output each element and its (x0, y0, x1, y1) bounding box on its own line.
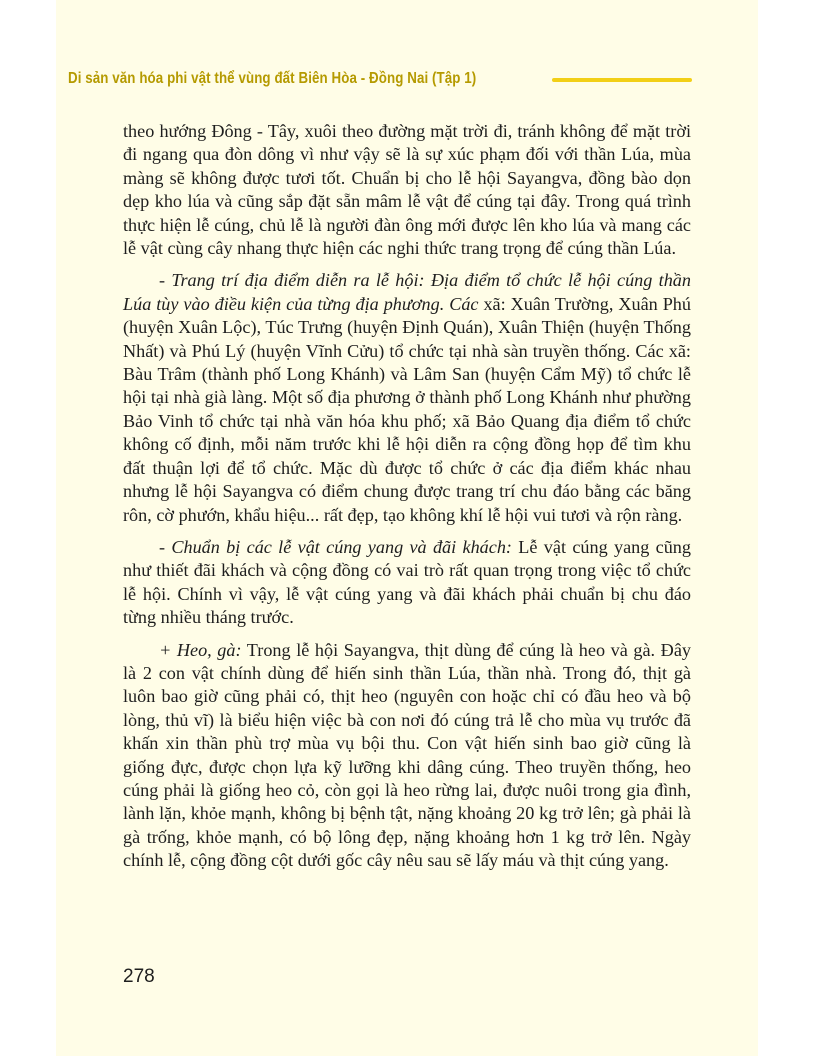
paragraph-1-text: theo hướng Đông - Tây, xuôi theo đường mặt trời đi, tránh không để mặt trời đi ngang qua đòn dông vì như vậy sẽ là sự xúc phạm đối với thần Lúa, mùa màng sẽ không được tươi tốt. Chuẩn bị cho lễ hội Sayangva, đồng bào dọn dẹp kho lúa và cũng sắp đặt sẵn mâm lễ vật để cúng tại đây. Trong quá trình thực hiện lễ cúng, chủ lễ là người đàn ông mới được lên kho lúa và mang các lễ vật cùng cây nhang thực hiện các nghi thức trang trọng để cúng thần Lúa. (123, 121, 691, 259)
paragraph-1 (123, 120, 691, 260)
body-text (123, 120, 691, 882)
paragraph-4 (123, 639, 691, 873)
paragraph-4-text: Trong lễ hội Sayangva, thịt dùng để cúng là heo và gà. Đây là 2 con vật chính dùng để hiến sinh thần Lúa, thần nhà. Trong đó, thịt gà luôn bao giờ cũng phải có, thịt heo (nguyên con hoặc chỉ có đầu heo và bộ lòng, thủ vĩ) là biểu hiện việc bà con nơi đó cúng trả lễ cho mùa vụ trước đã khấn xin thần phù trợ mùa vụ bội thu. Con vật hiến sinh bao giờ cũng là giống đực, được chọn lựa kỹ lưỡng khi dâng cúng. Theo truyền thống, heo cúng phải là giống heo cỏ, còn gọi là heo rừng lai, được nuôi trong gia đình, lành lặn, khỏe mạnh, không bị bệnh tật, nặng khoảng 20 kg trở lên; gà phải là gà trống, khỏe mạnh, có bộ lông đẹp, nặng khoảng hơn 1 kg trở lên. Ngày chính lễ, cộng đồng cột dưới gốc cây nêu sau sẽ lấy máu và thịt cúng yang. (123, 639, 691, 871)
paragraph-3 (123, 536, 691, 630)
page-number: 278 (123, 966, 155, 987)
header-rule (552, 78, 692, 82)
paragraph-3-text: Lễ vật cúng yang cũng như thiết đãi khách và cộng đồng có vai trò rất quan trọng trong việc tổ chức lễ hội. Chính vì vậy, lễ vật cúng yang và đãi khách phải chuẩn bị chu đáo từng nhiều tháng trước. (123, 536, 691, 628)
running-header (68, 66, 724, 92)
paragraph-2-lead: - Trang trí địa điểm diễn ra lễ hội: Địa điểm tổ chức lễ hội cúng thần Lúa tùy vào điều kiện của từng địa phương. Các (123, 270, 691, 314)
paragraph-2 (123, 269, 691, 526)
paragraph-2-text: xã: Xuân Trường, Xuân Phú (huyện Xuân Lộc), Túc Trưng (huyện Định Quán), Xuân Thiện (huyện Thống Nhất) và Phú Lý (huyện Vĩnh Cửu) tổ chức tại nhà sàn truyền thống. Các xã: Bàu Trâm (thành phố Long Khánh) và Lâm San (huyện Cẩm Mỹ) tổ chức lễ hội tại nhà già làng. Một số địa phương ở thành phố Long Khánh như phường Bảo Vinh tổ chức tại nhà văn hóa khu phố; xã Bảo Quang địa điểm tổ chức không cố định, mỗi năm trước khi lễ hội diễn ra cộng đồng họp để tìm khu đất thuận lợi để tổ chức. Mặc dù được tổ chức ở các địa điểm khác nhau nhưng lễ hội Sayangva có điểm chung được trang trí chu đáo bằng các băng rôn, cờ phướn, khẩu hiệu... rất đẹp, tạo không khí lễ hội vui tươi và rộn ràng. (123, 293, 691, 525)
book-title: Di sản văn hóa phi vật thể vùng đất Biên Hòa - Đồng Nai (Tập 1) (68, 70, 477, 87)
paragraph-4-lead: + Heo, gà: (159, 639, 242, 660)
paragraph-3-lead: - Chuẩn bị các lễ vật cúng yang và đãi khách: (159, 536, 512, 557)
